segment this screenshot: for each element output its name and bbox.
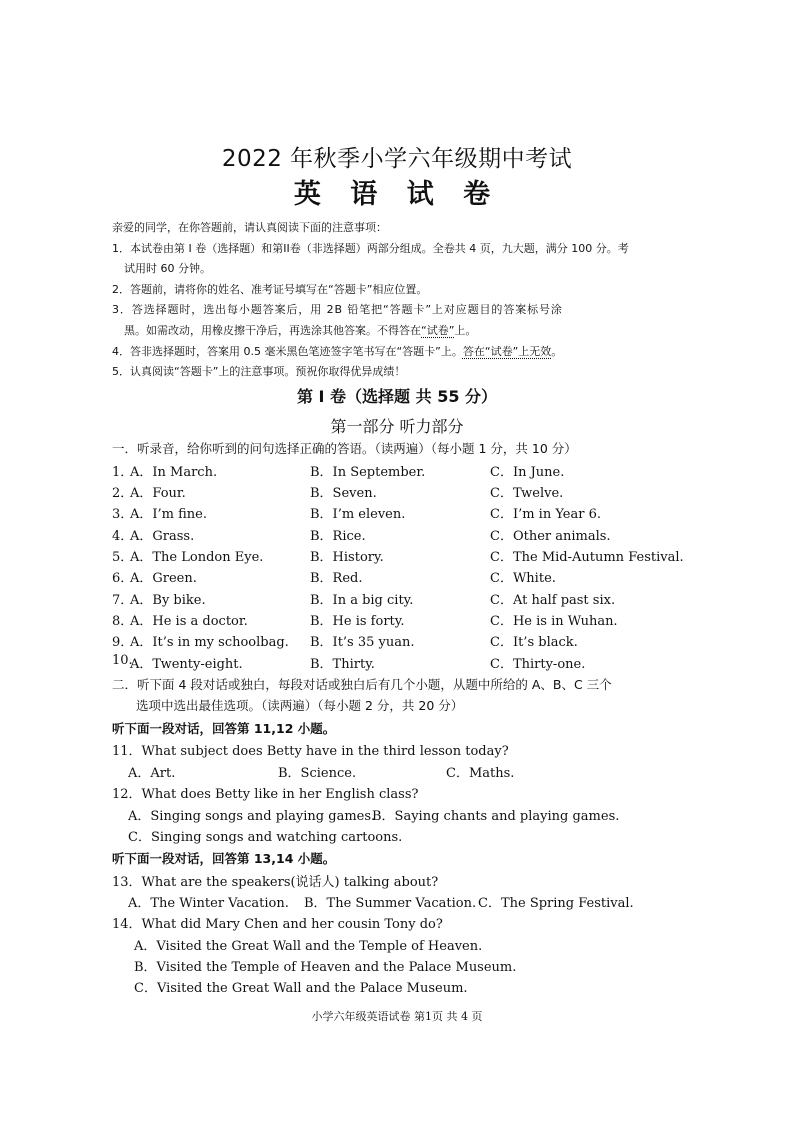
option-c: C．Other animals. <box>490 529 611 544</box>
notice-item-1: 1．本试卷由第 I 卷（选择题）和第II卷（非选择题）两部分组成。全卷共 4 页，九大题，满分 100 分。考 <box>112 241 629 255</box>
exam-title: 2022 年秋季小学六年级期中考试 <box>221 146 573 172</box>
question-number: 7． <box>112 593 134 608</box>
question-number: 3． <box>112 507 134 522</box>
option-b: B．Seven. <box>310 486 377 501</box>
notice-item-2: 2．答题前，请将你的姓名、准考证号填写在“答题卡”相应位置。 <box>112 282 428 296</box>
question-13: 13．What are the speakers(说话人) talking about? <box>112 875 439 890</box>
option-c: C．The Mid-Autumn Festival. <box>490 550 684 565</box>
option-a: A．Green. <box>130 571 197 586</box>
question-number: 1． <box>112 465 134 480</box>
option-a: A．The London Eye. <box>130 550 264 565</box>
notice-item-4-end: 。 <box>551 344 563 358</box>
question-number: 10. <box>112 653 133 668</box>
question-number: 2． <box>112 486 134 501</box>
option-a: A．Grass. <box>130 529 195 544</box>
notice-item-3-text: 黑。如需改动，用橡皮擦干净后，再选涂其他答案。不得答在 <box>124 323 421 337</box>
question-2-intro-line2: 选项中选出最佳选项。（读两遍）（每小题 2 分，共 20 分） <box>136 698 464 713</box>
option-c: C．White. <box>490 571 556 586</box>
option-b: B．It’s 35 yuan. <box>310 635 415 650</box>
option-b: B．History. <box>310 550 384 565</box>
option-b: B．In September. <box>310 465 426 480</box>
question-2-intro-line1: 二．听下面 4 段对话或独白，每段对话或独白后有几个小题，从题中所给的 A、B、C 三个 <box>112 677 612 692</box>
exam-subject-title: 英 语 试 卷 <box>293 179 501 210</box>
option-c: C．In June. <box>490 465 565 480</box>
option-c: C．He is in Wuhan. <box>490 614 618 629</box>
question-12-option-c: C．Singing songs and watching cartoons. <box>128 830 403 845</box>
option-b: B．I’m eleven. <box>310 507 406 522</box>
question-1-intro: 一．听录音，给你听到的问句选择正确的答语。（读两遍）（每小题 1 分，共 10 分） <box>112 441 577 456</box>
option-c: C．Thirty-one. <box>490 657 586 672</box>
question-14-option-b: B．Visited the Temple of Heaven and the Palace Museum. <box>134 960 517 975</box>
notice-item-3-cont <box>112 321 684 342</box>
question-11: 11．What subject does Betty have in the third lesson today? <box>112 744 509 759</box>
question-14: 14．What did Mary Chen and her cousin Tony do? <box>112 917 443 932</box>
question-number: 5． <box>112 550 134 565</box>
question-12-option-b: B．Saying chants and playing games. <box>372 809 620 824</box>
question-number: 4． <box>112 529 134 544</box>
notice-item-1-cont: 试用时 60 分钟。 <box>124 262 211 276</box>
question-12-option-a: A．Singing songs and playing games. <box>128 809 376 824</box>
notice-item-3: 3．答选择题时，选出每小题答案后，用 2B 铅笔把“答题卡”上对应题目的答案标号涂 <box>112 303 563 317</box>
option-c: C．It’s black. <box>490 635 578 650</box>
dialogue-1-heading: 听下面一段对话，回答第 11,12 小题。 <box>112 721 336 736</box>
notice-item-4-emphasis: 答在“试卷”上无效 <box>462 344 552 358</box>
question-14-option-c: C．Visited the Great Wall and the Palace Museum. <box>134 981 468 996</box>
part-1-title: 第一部分 听力部分 <box>330 417 464 436</box>
question-2-intro <box>112 674 692 716</box>
option-c: C．I’m in Year 6. <box>490 507 601 522</box>
option-b: B．In a big city. <box>310 593 414 608</box>
dialogue-2-heading: 听下面一段对话，回答第 13,14 小题。 <box>112 851 336 866</box>
notice-item-3-end: 上。 <box>454 323 477 337</box>
question-13-option-a: A．The Winter Vacation. <box>128 896 289 911</box>
question-13-option-c: C．The Spring Festival. <box>478 896 634 911</box>
question-14-option-a: A．Visited the Great Wall and the Temple of Heaven. <box>134 939 483 954</box>
option-a: A．Four. <box>130 486 186 501</box>
notice-greeting: 亲爱的同学，在你答题前，请认真阅读下面的注意事项： <box>112 221 387 234</box>
question-13-option-b: B．The Summer Vacation. <box>304 896 477 911</box>
option-a: A．It’s in my schoolbag. <box>130 635 289 650</box>
question-number: 8． <box>112 614 134 629</box>
question-11-option-b: B．Science. <box>278 766 357 781</box>
question-number: 9． <box>112 635 134 650</box>
option-a: A．By bike. <box>130 593 206 608</box>
notice-item-4 <box>112 342 684 363</box>
option-c: C．At half past six. <box>490 593 616 608</box>
page-footer: 小学六年级英语试卷 第1页 共 4 页 <box>311 1010 483 1023</box>
notice-item-3-emphasis: “试卷” <box>421 323 455 337</box>
notice-item-4-text: 4．答非选择题时，答案用 0.5 毫米黑色笔迹签字笔书写在“答题卡”上。 <box>112 344 463 358</box>
question-12: 12．What does Betty like in her English class? <box>112 787 419 802</box>
question-11-option-a: A．Art. <box>128 766 176 781</box>
question-11-option-c: C．Maths. <box>446 766 515 781</box>
notice-block <box>112 218 684 383</box>
option-c: C．Twelve. <box>490 486 564 501</box>
option-b: B．He is forty. <box>310 614 405 629</box>
option-a: A．Twenty-eight. <box>130 657 243 672</box>
option-a: A．I’m fine. <box>130 507 207 522</box>
option-a: A．In March. <box>130 465 218 480</box>
option-b: B．Rice. <box>310 529 366 544</box>
option-a: A．He is a doctor. <box>130 614 248 629</box>
question-number: 6． <box>112 571 134 586</box>
notice-item-5: 5．认真阅读“答题卡”上的注意事项。预祝你取得优异成绩！ <box>112 365 406 379</box>
section-1-title: 第 I 卷（选择题 共 55 分） <box>296 387 498 406</box>
option-b: B．Thirty. <box>310 657 375 672</box>
option-b: B．Red. <box>310 571 363 586</box>
